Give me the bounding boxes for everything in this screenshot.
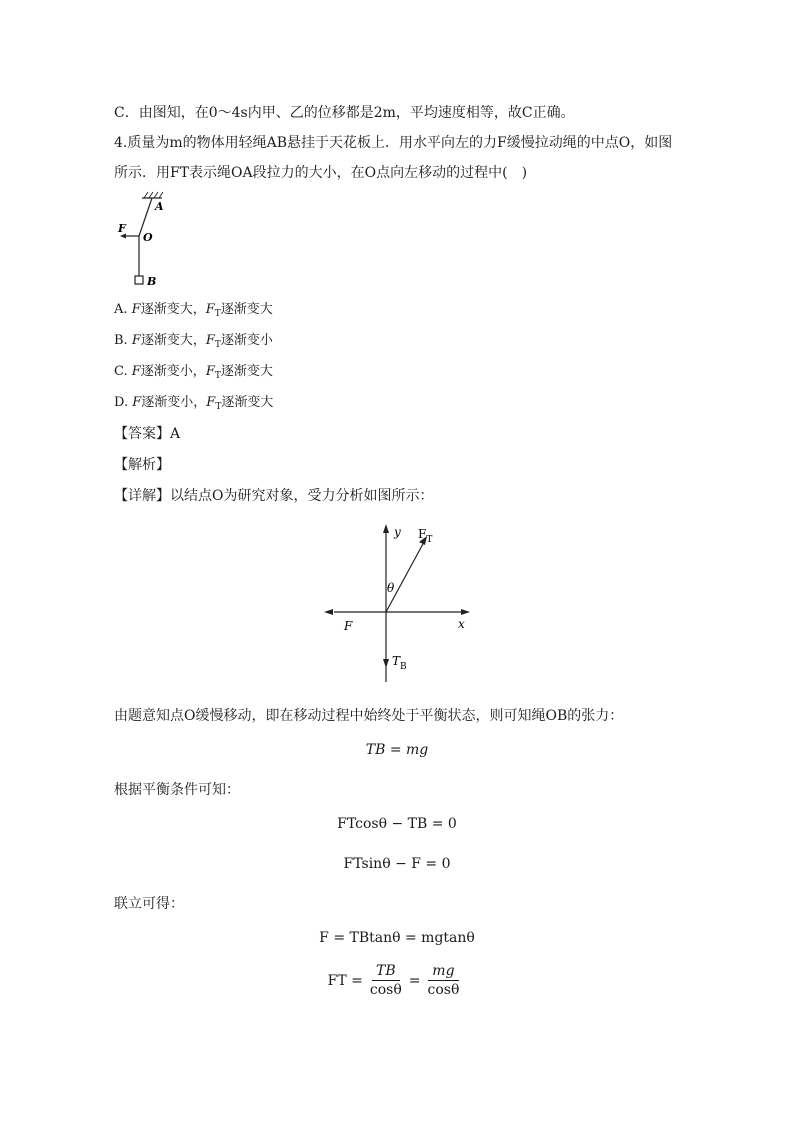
answer-line: 【答案】A [114, 426, 181, 442]
equation-5: FT = $\frac{TB}{\cos\theta}$ = $\frac{mg}{\cos\theta}$ [0, 962, 794, 999]
fraction-1: $\frac{TB}{\cos\theta}$ [369, 963, 402, 998]
x-axis-label: x [458, 617, 465, 631]
option-d: D. F逐渐变小，$F_T$逐渐变大 [114, 395, 274, 412]
equation-4: F = TBtanθ = mgtanθ [319, 930, 475, 946]
equation-1: TB = mg [365, 742, 429, 758]
theta-label: θ [387, 581, 395, 595]
label-o: O [143, 231, 153, 244]
analysis-heading: 【解析】 [114, 457, 170, 473]
label-f: F [118, 222, 126, 235]
option-a: A. F逐渐变大，$F_T$逐渐变大 [114, 302, 273, 319]
option-b: B. F逐渐变大，$F_T$逐渐变小 [114, 333, 273, 350]
option-c: C. F逐渐变小，$F_T$逐渐变大 [114, 364, 273, 381]
ft-label: $F_T$ [418, 527, 433, 545]
paragraph-1: 由题意知点O缓慢移动，即在移动过程中始终处于平衡状态，则可知绳OB的张力： [114, 708, 624, 724]
tb-label: $T_B$ [392, 654, 407, 672]
previous-answer-line: C．由图知，在0～4s内甲、乙的位移都是2m，平均速度相等，故C正确。 [114, 105, 575, 121]
equation-2: FTcosθ − TB = 0 [337, 816, 457, 832]
paragraph-2: 根据平衡条件可知： [114, 782, 240, 798]
paragraph-3: 联立可得： [114, 896, 184, 912]
detail-line: 【详解】以结点O为研究对象，受力分析如图所示： [114, 488, 434, 504]
label-a: A [155, 200, 164, 213]
force-diagram [320, 520, 480, 692]
question-line-1: 4.质量为m的物体用轻绳AB悬挂于天花板上．用水平向左的力F缓慢拉动绳的中点O，如图 [114, 135, 673, 151]
rope-diagram [110, 190, 170, 290]
question-line-2: 所示．用FT表示绳OA段拉力的大小，在O点向左移动的过程中( ) [114, 165, 528, 181]
f-force-label: F [344, 619, 353, 633]
fraction-2: $\frac{mg}{\cos\theta}$ [427, 963, 460, 998]
equation-3: FTsinθ − F = 0 [343, 856, 451, 872]
y-axis-label: y [394, 525, 401, 539]
label-b: B [147, 275, 157, 288]
